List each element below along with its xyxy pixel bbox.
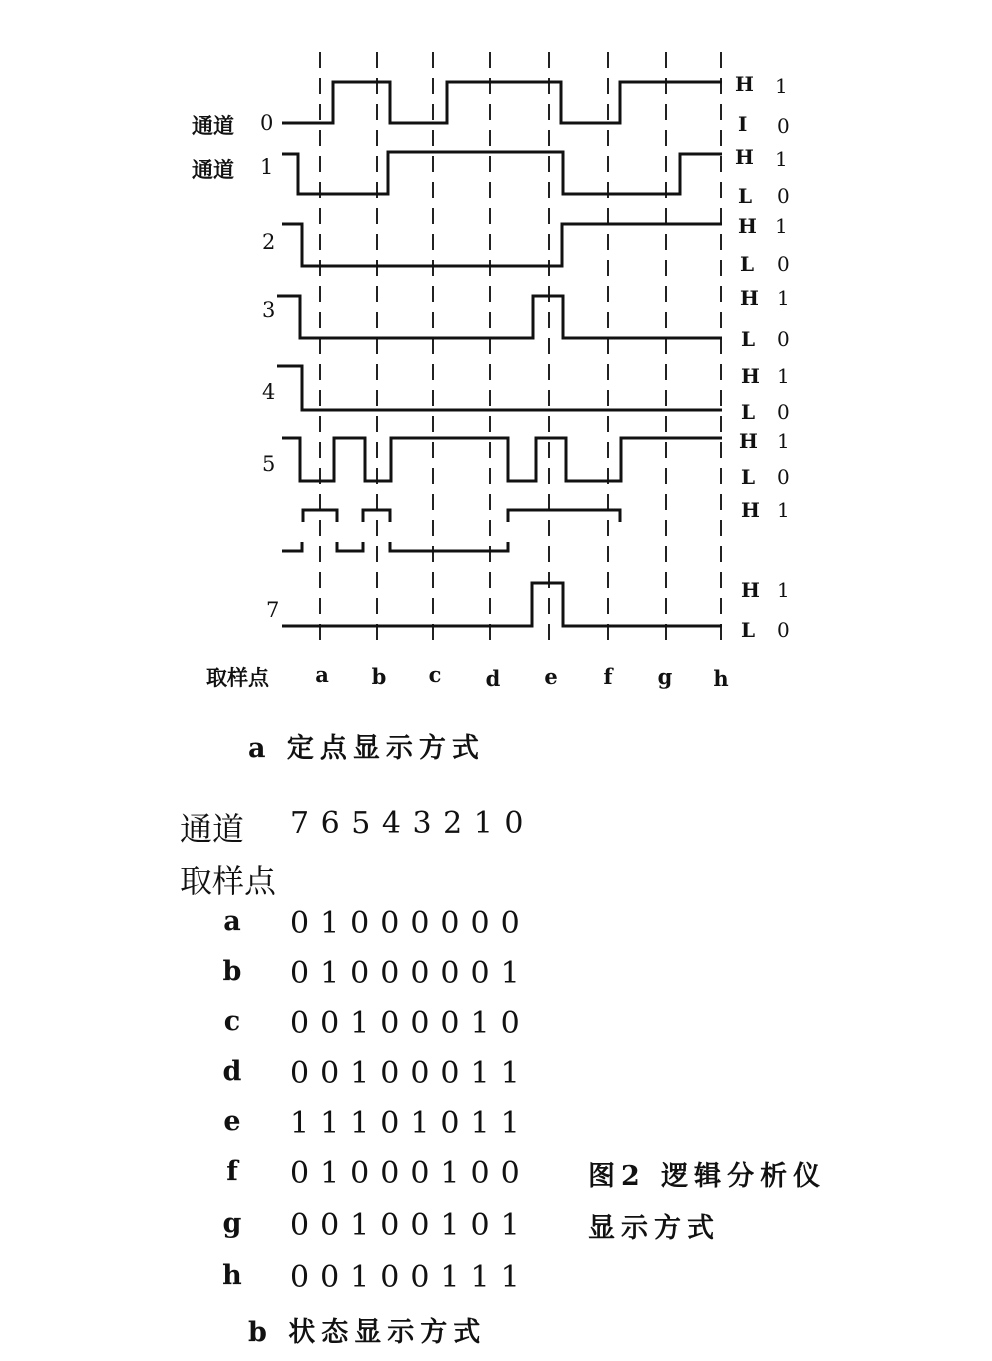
level-h-7: H: [741, 578, 760, 602]
state-channel-word: 通道: [180, 810, 245, 848]
level-1-1: 1: [775, 147, 788, 171]
channel-number-4: 4: [262, 380, 276, 404]
level-0-3: 0: [777, 327, 790, 351]
sample-point-c: c: [428, 662, 442, 687]
channel-word-1: 通道: [192, 157, 234, 182]
level-h-4: H: [741, 364, 760, 388]
sample-point-a: a: [315, 662, 329, 687]
caption-state-mode: b 状态显示方式: [248, 1317, 487, 1348]
state-row-label: f: [226, 1156, 238, 1187]
level-1-3: 1: [777, 286, 790, 310]
level-1-4: 1: [777, 364, 790, 388]
level-l-7: L: [741, 618, 756, 642]
level-1-2: 1: [775, 214, 788, 238]
level-0-2: 0: [777, 252, 790, 276]
state-row-label: d: [222, 1056, 242, 1087]
level-l-2: L: [740, 252, 755, 276]
caption-fixed-point-mode: a 定点显示方式: [248, 733, 485, 764]
channel-number-0: 0: [260, 111, 274, 135]
state-row-label: e: [223, 1106, 241, 1137]
channel-6-waveform-segment-3: [508, 510, 620, 522]
state-channel-order: 7 6 5 4 3 2 1 0: [290, 806, 525, 841]
level-0-0: 0: [777, 114, 790, 138]
state-sample-word: 取样点: [180, 862, 277, 900]
channel-number-7: 7: [266, 598, 280, 622]
state-row-label: a: [223, 906, 241, 937]
sample-point-d: d: [485, 666, 501, 691]
state-row-e: [218, 1106, 558, 1146]
state-row-bits: 00100111: [290, 1260, 531, 1295]
state-row-a: [218, 906, 558, 946]
level-h-6: H: [741, 498, 760, 522]
sample-word: 取样点: [206, 665, 269, 690]
state-row-bits: 01000001: [290, 956, 531, 991]
state-row-label: b: [222, 956, 242, 987]
channel-4-waveform: [277, 366, 722, 410]
figure-caption-line2: 显示方式: [588, 1213, 720, 1244]
level-1-6: 1: [777, 498, 790, 522]
state-row-h: [218, 1260, 558, 1300]
level-l-0: I: [738, 112, 748, 136]
channel-5-waveform: [282, 438, 722, 481]
level-0-4: 0: [777, 400, 790, 424]
level-h-2: H: [738, 214, 757, 238]
sample-point-g: g: [657, 664, 673, 689]
state-row-g: [218, 1208, 558, 1248]
channel-1-waveform: [282, 152, 722, 194]
channel-6-waveform-segment-5: [337, 542, 363, 551]
state-row-c: [218, 1006, 558, 1046]
state-row-label: c: [223, 1006, 241, 1037]
level-h-0: H: [735, 72, 754, 96]
sample-point-h: h: [713, 666, 729, 691]
figure-caption-line1: 图2 逻辑分析仪: [588, 1161, 827, 1192]
level-l-1: L: [738, 184, 753, 208]
level-1-5: 1: [777, 429, 790, 453]
state-row-bits: 00100010: [290, 1006, 531, 1041]
channel-number-1: 1: [260, 155, 274, 179]
state-row-bits: 11101011: [290, 1106, 531, 1141]
channel-6-waveform-segment-4: [282, 542, 302, 551]
level-0-1: 0: [777, 184, 790, 208]
state-row-f: [218, 1156, 558, 1196]
sample-point-f: f: [603, 664, 613, 689]
state-row-bits: 00100011: [290, 1056, 531, 1091]
state-row-bits: 00100101: [290, 1208, 531, 1243]
channel-3-waveform: [277, 296, 722, 338]
state-row-d: [218, 1056, 558, 1096]
channel-number-2: 2: [262, 230, 276, 254]
channel-7-waveform: [282, 583, 722, 626]
sample-point-e: e: [544, 664, 558, 689]
level-0-7: 0: [777, 618, 790, 642]
level-l-4: L: [741, 400, 756, 424]
channel-number-3: 3: [262, 298, 276, 322]
level-l-5: L: [741, 465, 756, 489]
level-h-1: H: [735, 145, 754, 169]
state-row-label: g: [222, 1208, 242, 1239]
level-1-0: 1: [775, 74, 788, 98]
state-row-bits: 01000100: [290, 1156, 531, 1191]
level-1-7: 1: [777, 578, 790, 602]
channel-word-0: 通道: [192, 113, 234, 138]
channel-number-5: 5: [262, 452, 276, 476]
level-h-5: H: [739, 429, 758, 453]
level-0-5: 0: [777, 465, 790, 489]
sample-point-b: b: [371, 664, 387, 689]
level-l-3: L: [741, 327, 756, 351]
channel-2-waveform: [282, 224, 722, 266]
state-row-b: [218, 956, 558, 996]
state-row-label: h: [222, 1260, 242, 1291]
channel-0-waveform: [282, 82, 722, 123]
level-h-3: H: [740, 286, 759, 310]
state-row-bits: 01000000: [290, 906, 531, 941]
